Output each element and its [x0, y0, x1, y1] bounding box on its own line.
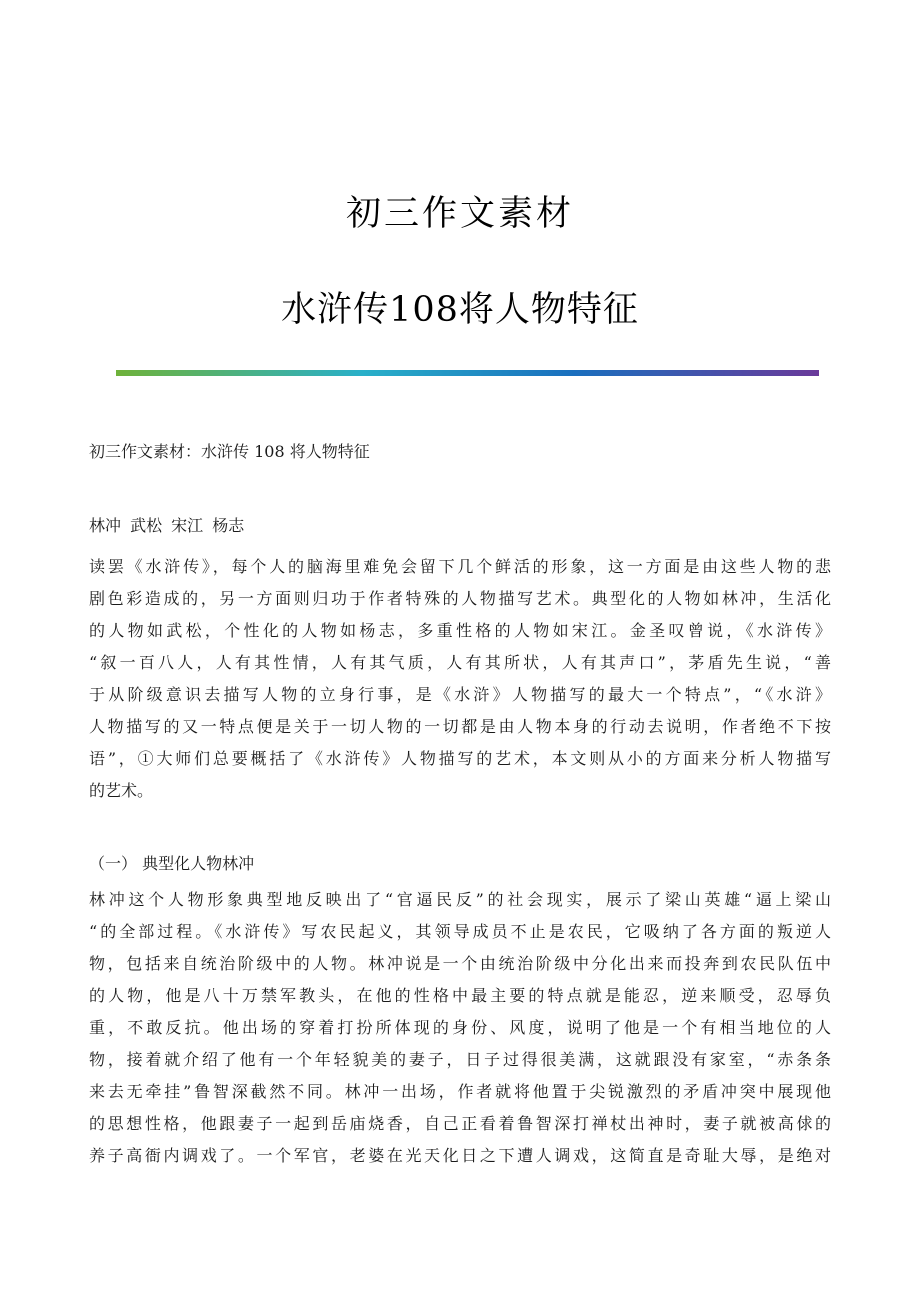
text-line: “叙一百八人，人有其性情，人有其气质，人有其所状，人有其声口”，茅盾先生说，“善	[89, 653, 831, 672]
text-line: 林冲这个人物形象典型地反映出了“官逼民反”的社会现实，展示了梁山英雄“逼上梁山	[89, 890, 831, 909]
document-subtitle-title: 水浒传108将人物特征	[281, 290, 639, 330]
section-heading	[89, 848, 831, 880]
text-line: 物，接着就介绍了他有一个年轻貌美的妻子，日子过得很美满，这就跟没有家室，“赤条条	[89, 1050, 831, 1069]
paragraph-intro	[89, 551, 831, 807]
character-names	[89, 510, 831, 542]
text-line: 的思想性格，他跟妻子一起到岳庙烧香，自己正看着鲁智深打禅杖出神时，妻子就被高俅的	[89, 1114, 831, 1133]
article-subtitle	[89, 436, 831, 468]
text-line: 的艺术。	[89, 781, 154, 800]
section-heading-text: （一） 典型化人物林冲	[89, 854, 255, 873]
text-line: 养子高衙内调戏了。一个军官，老婆在光天化日之下遭人调戏，这简直是奇耻大辱，是绝对	[89, 1146, 831, 1165]
text-line: 重，不敢反抗。他出场的穿着打扮所体现的身份、风度，说明了他是一个有相当地位的人	[89, 1018, 831, 1037]
paragraph-linchong	[89, 884, 831, 1172]
gradient-divider	[116, 370, 819, 376]
text-line: 来去无牵挂”鲁智深截然不同。林冲一出场，作者就将他置于尖锐激烈的矛盾冲突中展现他	[89, 1082, 831, 1101]
text-line: 人物描写的又一特点便是关于一切人物的一切都是由人物本身的行动去说明，作者绝不下按	[89, 717, 831, 736]
text-line: 的人物，他是八十万禁军教头，在他的性格中最主要的特点就是能忍，逆来顺受，忍辱负	[89, 986, 831, 1005]
text-line: 物，包括来自统治阶级中的人物。林冲说是一个由统治阶级中分化出来而投奔到农民队伍中	[89, 954, 831, 973]
text-line: “的全部过程。《水浒传》写农民起义，其领导成员不止是农民，它吸纳了各方面的叛逆人	[89, 922, 831, 941]
document-title: 初三作文素材	[345, 194, 574, 234]
text-line: 剧色彩造成的，另一方面则归功于作者特殊的人物描写艺术。典型化的人物如林冲，生活化	[89, 589, 831, 608]
text-line: 的人物如武松，个性化的人物如杨志，多重性格的人物如宋江。金圣叹曾说，《水浒传》	[89, 621, 831, 640]
text-line: 读罢《水浒传》，每个人的脑海里难免会留下几个鲜活的形象，这一方面是由这些人物的悲	[89, 557, 831, 576]
text-line: 于从阶级意识去描写人物的立身行事，是《水浒》人物描写的最大一个特点”，“《水浒》	[89, 685, 831, 704]
names-line: 林冲 武松 宋江 杨志	[89, 516, 245, 535]
text-line: 语”，①大师们总要概括了《水浒传》人物描写的艺术，本文则从小的方面来分析人物描写	[89, 749, 831, 768]
subtitle-line: 初三作文素材：水浒传 108 将人物特征	[89, 442, 370, 461]
